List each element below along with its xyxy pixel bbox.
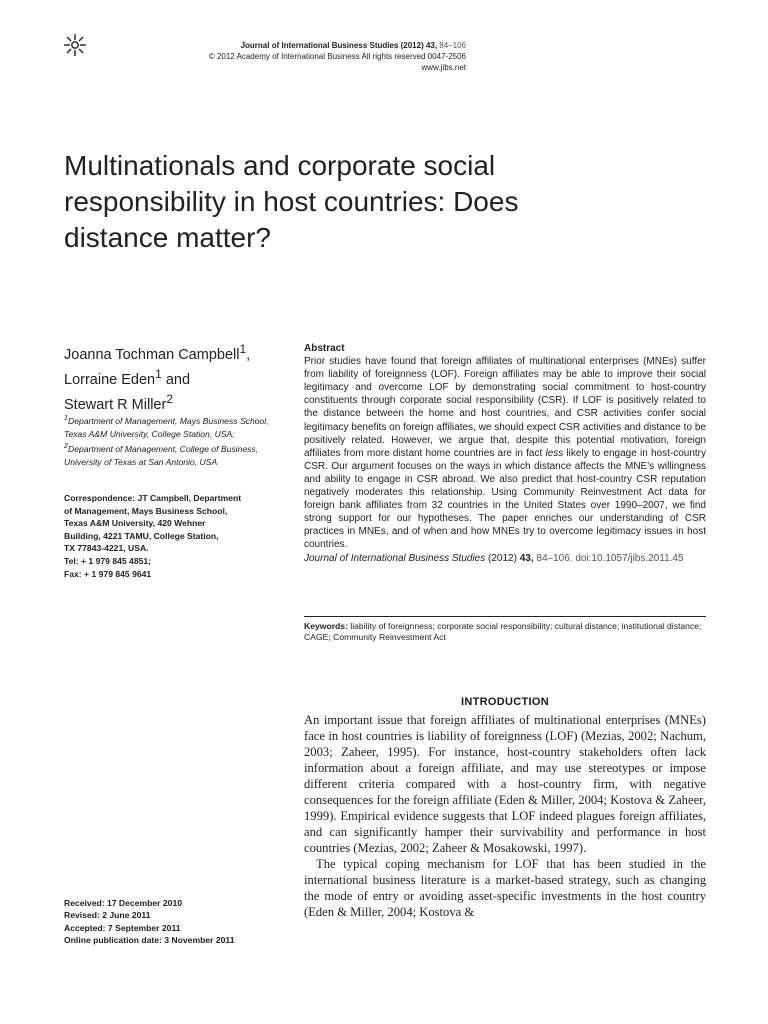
citation-volume: 43, <box>519 552 534 564</box>
correspondence-line: Texas A&M University, 420 Wehner <box>64 518 206 529</box>
keywords-label: Keywords: <box>304 621 348 631</box>
copyright-line: © 2012 Academy of International Business All rights reserved 0047-2506 <box>208 52 466 61</box>
correspondence-line: TX 77843-4221, USA. <box>64 543 149 554</box>
correspondence-line: Correspondence: JT Campbell, Department <box>64 493 242 503</box>
abstract-emphasis: less <box>545 447 564 459</box>
affil-marker: 2 <box>64 442 68 451</box>
abstract-text: likely to engage in host-country CSR. Our argument focuses on the ways in which distance affects the MNE's willingness and ability to engage in CSR abroad. We also predict that host-country CSR reputation negatively moderates this relationship. Using Community Reinvestment Act data for foreign bank affiliates from 32 countries in the United States over 1990–2007, we find strong support for our hypotheses. The paper enriches our understanding of CSR practices in MNEs, and of when and how MNEs try to overcome legitimacy issues in host countries. <box>304 447 706 551</box>
correspondence-line: Building, 4221 TAMU, College Station, <box>64 530 219 541</box>
affil-text: Department of Management, Mays Business School, Texas A&M University, College Station, USA; <box>64 415 269 439</box>
citation-year: (2012) <box>485 552 520 564</box>
paragraph: An important issue that foreign affiliates of multinational enterprises (MNEs) face in host countries is liability of foreignness (LOF) (Mezias, 2002; Nachum, 2003; Zaheer, 1995). For instance, host-country stakeholders often lack information about a foreign affiliate, and may use stereotypes or impose different criteria compared with a host-country firm, with negative consequences for the foreign affiliate (Eden & Miller, 2004; Kostova & Zaheer, 1999). Empirical evidence suggests that LOF indeed plagues foreign affiliates, and can significantly hamper their survivability and performance in host countries (Mezias, 2002; Zaheer & Mosakowski, 1997). <box>304 713 706 855</box>
journal-title: Journal of International Business Studies (2012) 43, <box>240 41 438 50</box>
author-list <box>64 340 294 414</box>
correspondence-line: of Management, Mays Business School, <box>64 505 228 516</box>
correspondence <box>64 492 284 580</box>
paragraph: The typical coping mechanism for LOF that has been studied in the international business literature is a market-based strategy, such as changing the mode of entry or avoiding asset-specific investments in the host country (Eden & Miller, 2004; Kostova & <box>304 857 706 919</box>
keywords <box>304 616 706 643</box>
journal-url[interactable]: www.jibs.net <box>421 63 466 72</box>
correspondence-phone: Tel: + 1 979 845 4851; <box>64 555 152 566</box>
author-affil-marker: 1 <box>239 342 247 356</box>
keywords-text: liability of foreignness; corporate social responsibility; cultural distance; institutional distance; CAGE; Community Reinvestment Act <box>304 621 702 642</box>
abstract <box>304 342 706 565</box>
author-affil-marker: 1 <box>155 366 162 381</box>
author-affil-marker: 2 <box>166 391 174 406</box>
affiliations <box>64 412 284 469</box>
date-accepted: Accepted: 7 September 2011 <box>64 922 181 933</box>
affil-marker: 1 <box>64 414 68 422</box>
citation-doi[interactable]: 84–106. doi:10.1057/jibs.2011.45 <box>533 552 684 564</box>
journal-pages: 84–106 <box>437 41 466 50</box>
affil-text: Department of Management, College of Business, University of Texas at San Antonio, USA <box>64 444 259 468</box>
author-name: Joanna Tochman Campbell <box>64 346 240 363</box>
abstract-citation <box>304 552 706 565</box>
section-heading: INTRODUCTION <box>461 696 549 708</box>
introduction-body <box>304 712 706 920</box>
date-revised: Revised: 2 June 2011 <box>64 910 151 921</box>
article-title <box>64 148 644 256</box>
title-line: responsibility in host countries: Does <box>64 186 519 217</box>
citation-journal: Journal of International Business Studies <box>304 552 486 564</box>
date-received: Received: 17 December 2010 <box>64 898 183 908</box>
abstract-text: Prior studies have found that foreign affiliates of multinational enterprises (MNEs) suffer from liability of foreignness (LOF). Foreign affiliates may be able to improve their social legitimacy and overcome LOF by demonstrating social commitment to host-country constituents through corporate social responsibility (CSR). If LOF is positively related to the distance between the home and host countries, and CSR activities confer social legitimacy benefits on foreign affiliates, we should expect CSR activities and distance to be positively related. However, we argue that, despite this potential motivation, foreign affiliates from more distant home countries are in fact <box>304 356 706 459</box>
author-name: Stewart R Miller <box>64 396 167 413</box>
title-line: Multinationals and corporate social <box>64 150 496 181</box>
author-name: Lorraine Eden <box>64 371 156 388</box>
author-separator: and <box>161 371 191 388</box>
journal-header <box>66 40 466 73</box>
author-separator: , <box>246 346 251 363</box>
abstract-heading: Abstract <box>304 343 345 354</box>
publication-dates <box>64 897 294 947</box>
date-online: Online publication date: 3 November 2011 <box>64 935 235 946</box>
title-line: distance matter? <box>64 222 271 253</box>
correspondence-fax: Fax: + 1 979 845 9641 <box>64 568 152 579</box>
abstract-body <box>304 355 706 551</box>
